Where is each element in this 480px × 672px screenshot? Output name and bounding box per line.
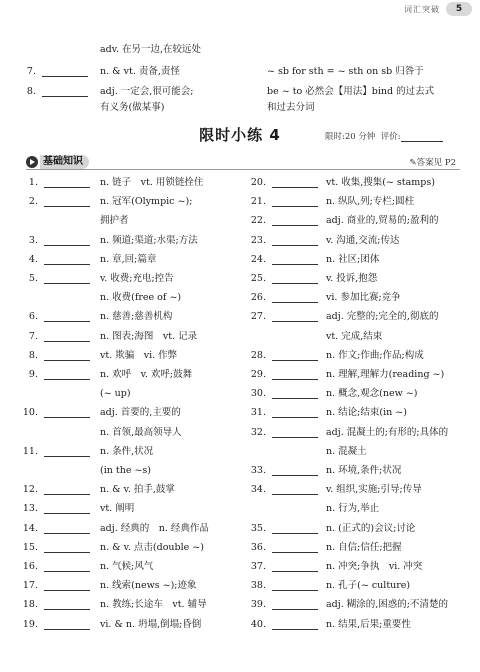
item-number: 22. [250,215,266,226]
time-limit: 限时:20 分钟 [325,132,376,142]
answer-blank[interactable] [44,417,90,418]
item-definition: vt. 收集,搜集(~ stamps) [326,177,435,188]
item-number: 16. [22,561,38,572]
item-number: 36. [250,542,266,553]
item-definition: n. 冲突;争执 vi. 冲突 [326,561,423,572]
item-number: 28. [250,350,266,361]
answer-blank[interactable] [272,609,318,610]
item-number: 25. [250,273,266,284]
answer-blank[interactable] [44,456,90,457]
item-number: 34. [250,484,266,495]
item-definition: vt. 阐明 [100,503,135,514]
item-definition: vt. 完成,结束 [326,331,383,342]
item-number: 8. [26,86,36,97]
answer-blank[interactable] [44,609,90,610]
item-number: 30. [250,388,266,399]
item-number: 7. [26,66,36,77]
item-number: 15. [22,542,38,553]
answer-blank[interactable] [44,360,90,361]
answer-blank[interactable] [272,533,318,534]
item-definition: (~ up) [100,388,131,399]
item-definition: n. (正式的)会议;讨论 [326,523,416,534]
answer-blank[interactable] [44,494,90,495]
item-definition: n. 图表;海图 vt. 记录 [100,331,198,342]
item-definition: adj. 经典的 n. 经典作品 [100,523,209,534]
answer-blank[interactable] [272,283,318,284]
item-definition: vi. & n. 坍塌,倒塌;昏倒 [100,619,202,630]
answer-blank[interactable] [44,321,90,322]
item-number: 13. [22,503,38,514]
item-number: 29. [250,369,266,380]
item-number: 37. [250,561,266,572]
item-number: 38. [250,580,266,591]
answer-blank[interactable] [272,245,318,246]
item-number: 17. [22,580,38,591]
entry-definition: adv. 在另一边,在较远处 [100,44,202,55]
item-definition: n. 慈善;慈善机构 [100,311,173,322]
entry-definition: adj. 一定会,很可能会; [100,86,194,97]
answer-blank[interactable] [272,264,318,265]
answer-blank[interactable] [44,264,90,265]
answer-blank[interactable] [272,206,318,207]
exercise-meta [325,130,443,142]
item-definition: n. & v. 点击(double ~) [100,542,204,553]
answer-blank[interactable] [44,629,90,630]
item-definition: n. 章,回;篇章 [100,254,157,265]
item-number: 20. [250,177,266,188]
answer-blank[interactable] [44,379,90,380]
item-definition: n. 条件,状况 [100,446,154,457]
item-number: 4. [28,254,38,265]
item-definition: n. 理解,理解力(reading ~) [326,369,445,380]
item-number: 39. [250,599,266,610]
section-divider [26,169,460,170]
item-number: 21. [250,196,266,207]
item-definition: n. 结论;结束(in ~) [326,407,407,418]
answer-blank[interactable] [44,513,90,514]
page-title: 限时小练 4 [199,126,281,144]
item-definition: n. 作文;作曲;作品;构成 [326,350,424,361]
item-definition: vi. 参加比赛;竞争 [326,292,401,303]
item-definition: v. 投诉,抱怨 [326,273,378,284]
item-definition: n. 纵队,列;专栏;圆柱 [326,196,415,207]
item-number: 7. [28,331,38,342]
header-section-title: 词汇突破 [404,5,440,14]
answer-blank[interactable] [272,379,318,380]
item-number: 6. [28,311,38,322]
item-number: 12. [22,484,38,495]
item-definition: n. & v. 拍手,鼓掌 [100,484,175,495]
item-definition: 拥护者 [100,215,129,226]
item-definition: v. 沟通,交流;传达 [326,235,400,246]
entry-definition: n. & vt. 责备,责怪 [100,66,180,77]
answer-blank[interactable] [272,187,318,188]
answer-blank[interactable] [272,552,318,553]
answer-blank[interactable] [44,590,90,591]
item-definition: n. 欢呼 v. 欢呼;鼓舞 [100,369,193,380]
answer-blank[interactable] [272,417,318,418]
item-definition: n. 混凝土 [326,446,367,457]
item-definition: n. 首领,最高领导人 [100,427,182,438]
answer-blank[interactable] [272,437,318,438]
item-definition: n. 环境,条件;状况 [326,465,402,476]
answer-blank[interactable] [44,533,90,534]
entry-definition: 有义务(做某事) [100,102,165,113]
item-number: 2. [28,196,38,207]
item-number: 23. [250,235,266,246]
item-number: 40. [250,619,266,630]
item-number: 31. [250,407,266,418]
answer-reference [410,156,456,168]
item-definition: adj. 商业的,贸易的;盈利的 [326,215,439,226]
item-number: 3. [28,235,38,246]
item-number: 33. [250,465,266,476]
answer-blank[interactable] [44,283,90,284]
item-definition: n. 收费(free of ~) [100,292,182,303]
item-number: 26. [250,292,266,303]
answer-blank[interactable] [44,341,90,342]
answer-blank[interactable] [42,76,88,77]
item-definition: n. 结果,后果;重要性 [326,619,411,630]
item-number: 18. [22,599,38,610]
item-definition: n. 自信;信任;把握 [326,542,402,553]
item-definition: n. 孔子(~ culture) [326,580,411,591]
entry-note: ~ sb for sth = ~ sth on sb 归咎于 [267,66,424,77]
item-definition: n. 气候;风气 [100,561,154,572]
answer-blank[interactable] [272,571,318,572]
answer-blank[interactable] [272,360,318,361]
eval-label: 评价: [380,132,401,142]
answer-blank[interactable] [44,571,90,572]
item-number: 19. [22,619,38,630]
answer-blank[interactable] [272,302,318,303]
answer-blank[interactable] [44,552,90,553]
answer-blank[interactable] [272,398,318,399]
item-definition: (in the ~s) [100,465,152,476]
entry-note: 和过去分词 [267,102,315,113]
page-number-badge: 5 [446,2,472,16]
item-number: 27. [250,311,266,322]
item-definition: n. 频道;渠道;水渠;方法 [100,235,198,246]
item-number: 9. [28,369,38,380]
item-number: 24. [250,254,266,265]
item-definition: n. 冠军(Olympic ~); [100,196,193,207]
answer-blank[interactable] [272,475,318,476]
item-definition: v. 收费;充电;控告 [100,273,174,284]
item-definition: n. 教练;长途车 vt. 辅导 [100,599,207,610]
item-number: 14. [22,523,38,534]
answer-reference-text: 答案见 P2 [416,158,456,168]
answer-blank[interactable] [44,206,90,207]
item-number: 35. [250,523,266,534]
item-number: 8. [28,350,38,361]
item-definition: n. 概念,观念(new ~) [326,388,418,399]
eval-blank[interactable] [401,132,443,142]
running-header [0,0,480,18]
item-number: 32. [250,427,266,438]
item-number: 1. [28,177,38,188]
item-definition: adj. 糊涂的,困惑的;不清楚的 [326,599,448,610]
section-play-icon [26,156,38,168]
answer-blank[interactable] [44,245,90,246]
answer-blank[interactable] [272,225,318,226]
item-definition: n. 行为,举止 [326,503,380,514]
item-number: 10. [22,407,38,418]
item-definition: adj. 首要的,主要的 [100,407,181,418]
answer-blank[interactable] [272,590,318,591]
item-definition: n. 社区;团体 [326,254,380,265]
section-label: 基础知识 [40,155,89,169]
item-number: 5. [28,273,38,284]
item-definition: adj. 混凝土的;有形的;具体的 [326,427,449,438]
answer-blank[interactable] [272,321,318,322]
item-definition: adj. 完整的;完全的,彻底的 [326,311,439,322]
item-definition: n. 线索(news ~);迹象 [100,580,197,591]
answer-blank[interactable] [44,187,90,188]
entry-note: be ~ to 必然会【用法】bind 的过去式 [267,86,435,97]
item-definition: n. 链子 vt. 用锁链拴住 [100,177,204,188]
answer-blank[interactable] [42,96,88,97]
item-definition: vt. 欺骗 vi. 作弊 [100,350,178,361]
item-definition: v. 组织,实施;引导;传导 [326,484,422,495]
pencil-icon: ✎ [409,158,417,168]
answer-blank[interactable] [272,629,318,630]
section-header [26,154,116,170]
item-number: 11. [22,446,38,457]
answer-blank[interactable] [272,494,318,495]
